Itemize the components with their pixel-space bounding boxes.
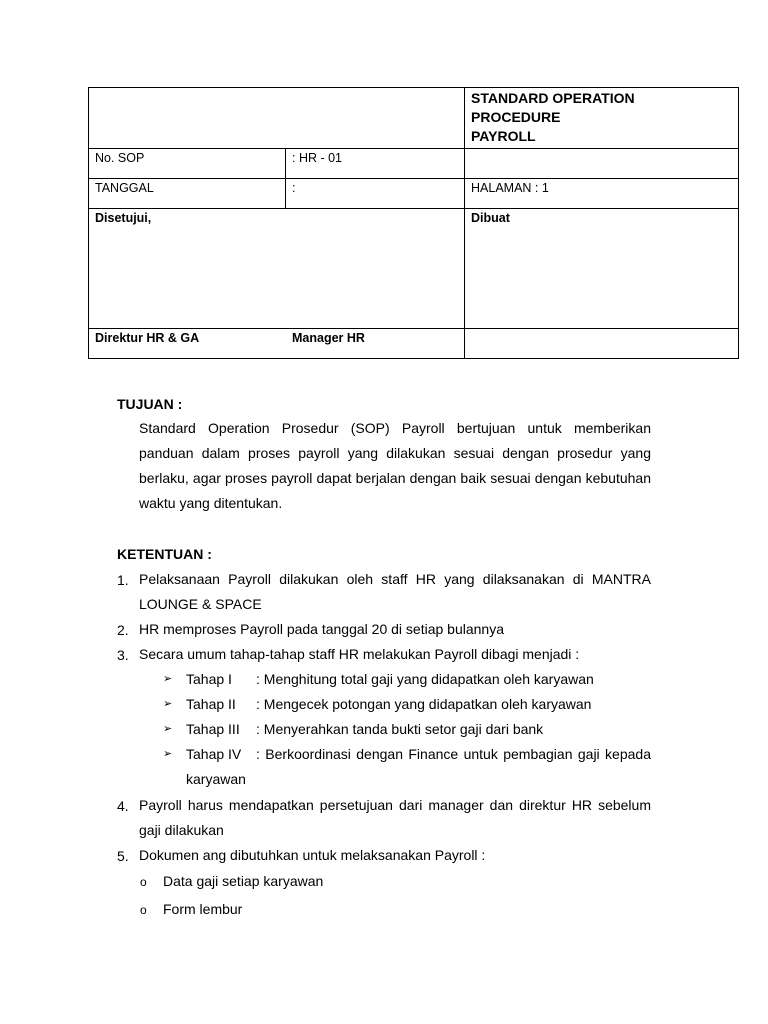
ketentuan-item-1: Pelaksanaan Payroll dilakukan oleh staff HR yang dilaksanakan di MANTRA LOUNGE & SPACE xyxy=(139,571,651,612)
title-line-3: PAYROLL xyxy=(471,127,536,144)
tahap-text: : Menyerahkan tanda bukti setor gaji dari bank xyxy=(256,721,544,737)
tahap-1 xyxy=(186,667,651,692)
item-number: 1. xyxy=(117,572,129,588)
tahap-label: Tahap III xyxy=(186,721,240,737)
arrow-bullet-icon: ➢ xyxy=(163,673,173,685)
ketentuan-item-3: Secara umum tahap-tahap staff HR melakukan Payroll dibagi menjadi : xyxy=(139,646,580,662)
title-line-1: STANDARD OPERATION xyxy=(471,90,635,106)
blank-cell xyxy=(465,148,739,178)
ketentuan-item-4: Payroll harus mendapatkan persetujuan dari manager dan direktur HR sebelum gaji dilakukan xyxy=(139,797,651,838)
title-line-2: PROCEDURE xyxy=(471,108,561,125)
circle-bullet-icon: o xyxy=(140,875,147,889)
dokumen-item-1: Data gaji setiap karyawan xyxy=(163,873,324,889)
tahap-3 xyxy=(186,717,651,742)
item-number: 4. xyxy=(117,798,129,814)
tahap-text: : Berkoordinasi dengan Finance untuk pembagian gaji kepada karyawan xyxy=(186,746,651,787)
item-number: 5. xyxy=(117,848,129,864)
halaman: HALAMAN : 1 xyxy=(465,178,739,208)
tahap-2 xyxy=(186,692,651,717)
tahap-label: Tahap I xyxy=(186,671,232,687)
item-number: 3. xyxy=(117,647,129,663)
ketentuan-item-2: HR memproses Payroll pada tanggal 20 di setiap bulannya xyxy=(139,621,504,637)
signer-direktur: Direktur HR & GA xyxy=(95,330,200,345)
dokumen-item-2: Form lembur xyxy=(163,901,243,917)
tahap-label: Tahap IV xyxy=(186,746,242,762)
tahap-label: Tahap II xyxy=(186,696,236,712)
signer-manager: Manager HR xyxy=(292,330,365,345)
sop-header-table xyxy=(88,87,739,359)
arrow-bullet-icon: ➢ xyxy=(163,698,173,710)
tanggal-label: TANGGAL xyxy=(89,178,286,208)
tahap-4 xyxy=(186,742,651,792)
no-sop-value: : HR - 01 xyxy=(286,148,465,178)
blank-sign-cell xyxy=(465,328,739,358)
blank-logo-cell xyxy=(89,88,465,149)
no-sop-label: No. SOP xyxy=(89,148,286,178)
tanggal-value: : xyxy=(286,178,465,208)
tahap-text: : Menghitung total gaji yang didapatkan oleh karyawan xyxy=(256,671,594,687)
signer-names xyxy=(89,328,465,358)
tujuan-text: Standard Operation Prosedur (SOP) Payroll bertujuan untuk memberikan panduan dalam proses payroll yang dilakukan sesuai dengan prosedur yang berlaku, agar proses payroll dapat berjalan dengan baik sesuai dengan kebutuhan waktu yang ditentukan. xyxy=(139,420,651,511)
arrow-bullet-icon: ➢ xyxy=(163,748,173,760)
tahap-text: : Mengecek potongan yang didapatkan oleh karyawan xyxy=(256,696,592,712)
sop-title xyxy=(465,88,739,149)
ketentuan-item-5: Dokumen ang dibutuhkan untuk melaksanakan Payroll : xyxy=(139,847,486,863)
circle-bullet-icon: o xyxy=(140,903,147,917)
arrow-bullet-icon: ➢ xyxy=(163,723,173,735)
item-number: 2. xyxy=(117,622,129,638)
ketentuan-heading: KETENTUAN : xyxy=(117,546,212,562)
tujuan-heading: TUJUAN : xyxy=(117,396,183,412)
disetujui-label: Disetujui, xyxy=(89,208,465,328)
dibuat-label: Dibuat xyxy=(465,208,739,328)
